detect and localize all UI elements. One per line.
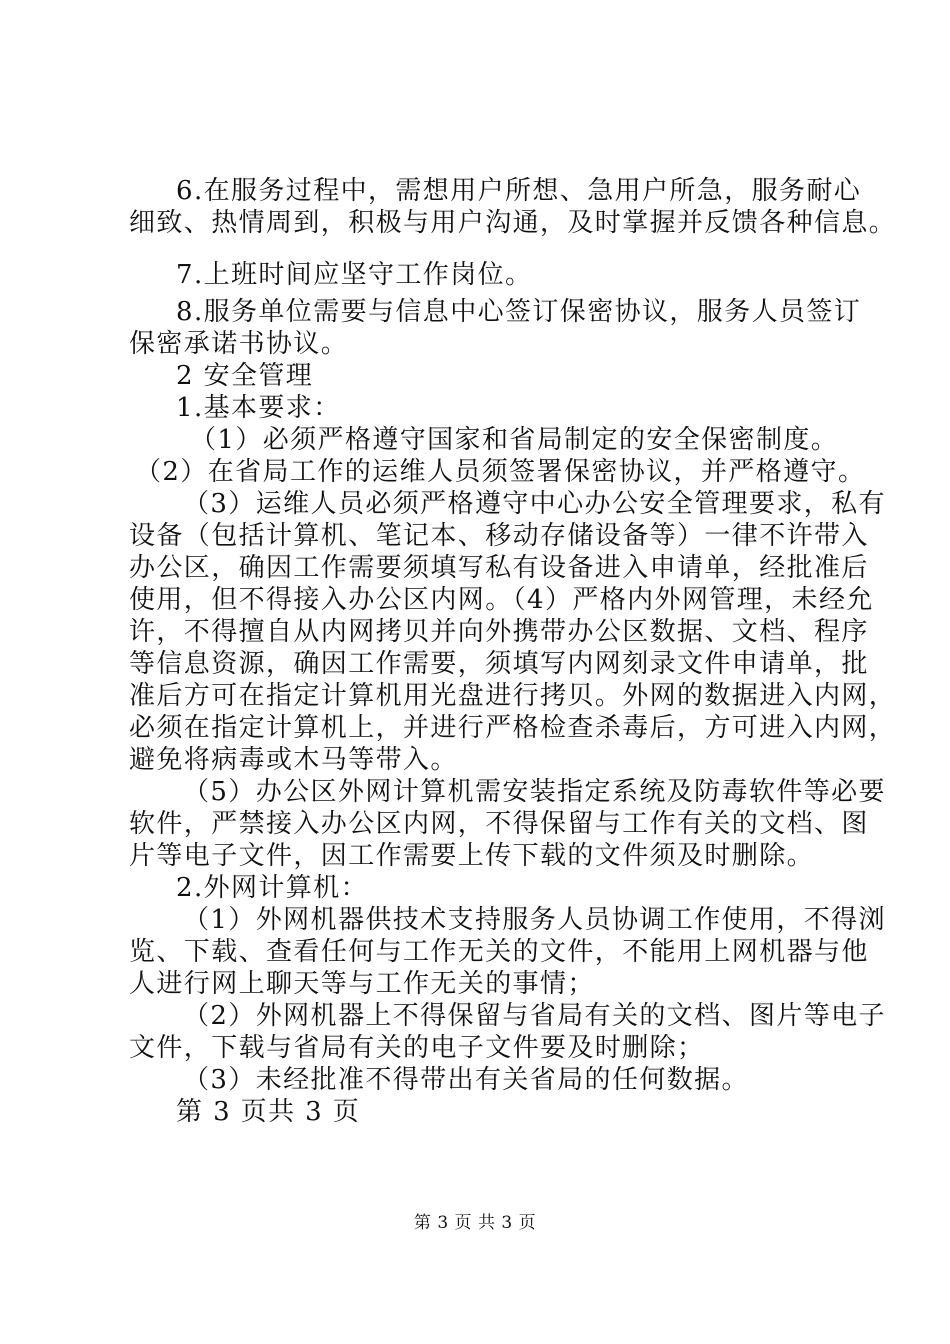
body-line: （2）在省局工作的运维人员须签署保密协议，并严格遵守。: [135, 457, 866, 487]
body-line: （5）办公区外网计算机需安装指定系统及防毒软件等必要: [183, 777, 886, 807]
body-line: （3）运维人员必须严格遵守中心办公安全管理要求，私有: [183, 489, 886, 519]
body-line: 片等电子文件，因工作需要上传下载的文件须及时删除。: [129, 841, 815, 871]
body-line: 保密承诺书协议。: [129, 329, 349, 359]
body-line: （2）外网机器上不得保留与省局有关的文档、图片等电子: [183, 1001, 886, 1031]
body-line: 8.服务单位需要与信息中心签订保密协议，服务人员签订: [176, 297, 862, 327]
body-line: （1）外网机器供技术支持服务人员协调工作使用，不得浏: [183, 905, 886, 935]
body-line: 避免将病毒或木马等带入。: [129, 745, 458, 775]
body-line: 设备（包括计算机、笔记本、移动存储设备等）一律不许带入: [129, 521, 869, 551]
section-heading: 2 安全管理: [176, 361, 314, 391]
body-line: 7.上班时间应坚守工作岗位。: [176, 260, 533, 290]
page-footer: 第 3 页 共 3 页: [413, 1213, 537, 1233]
body-line: 览、下载、查看任何与工作无关的文件，不能用上网机器与他: [129, 937, 869, 967]
body-line: 办公区，确因工作需要须填写私有设备进入申请单，经批准后: [129, 553, 869, 583]
body-line: 许，不得擅自从内网拷贝并向外携带办公区数据、文档、程序: [129, 617, 869, 647]
body-line: 细致、热情周到，积极与用户沟通，及时掌握并反馈各种信息。: [129, 208, 897, 238]
body-line: 软件，严禁接入办公区内网，不得保留与工作有关的文档、图: [129, 809, 869, 839]
body-line: 准后方可在指定计算机用光盘进行拷贝。外网的数据进入内网，: [129, 681, 897, 711]
body-line: 必须在指定计算机上，并进行严格检查杀毒后，方可进入内网，: [129, 713, 897, 743]
subsection-heading: 2.外网计算机：: [176, 873, 369, 903]
body-line: 人进行网上聊天等与工作无关的事情；: [129, 969, 595, 999]
body-line: 文件，下载与省局有关的电子文件要及时删除；: [129, 1033, 705, 1063]
subsection-heading: 1.基本要求：: [176, 393, 341, 423]
body-line: 等信息资源，确因工作需要，须填写内网刻录文件申请单，批: [129, 649, 869, 679]
body-line: 使用，但不得接入办公区内网。（4）严格内外网管理，未经允: [129, 585, 874, 615]
page-count-line: 第 3 页共 3 页: [176, 1097, 361, 1127]
body-line: 6.在服务过程中，需想用户所想、急用户所急，服务耐心: [176, 176, 862, 206]
body-line: （1）必须严格遵守国家和省局制定的安全保密制度。: [190, 425, 839, 455]
body-line: （3）未经批准不得带出有关省局的任何数据。: [183, 1065, 749, 1095]
